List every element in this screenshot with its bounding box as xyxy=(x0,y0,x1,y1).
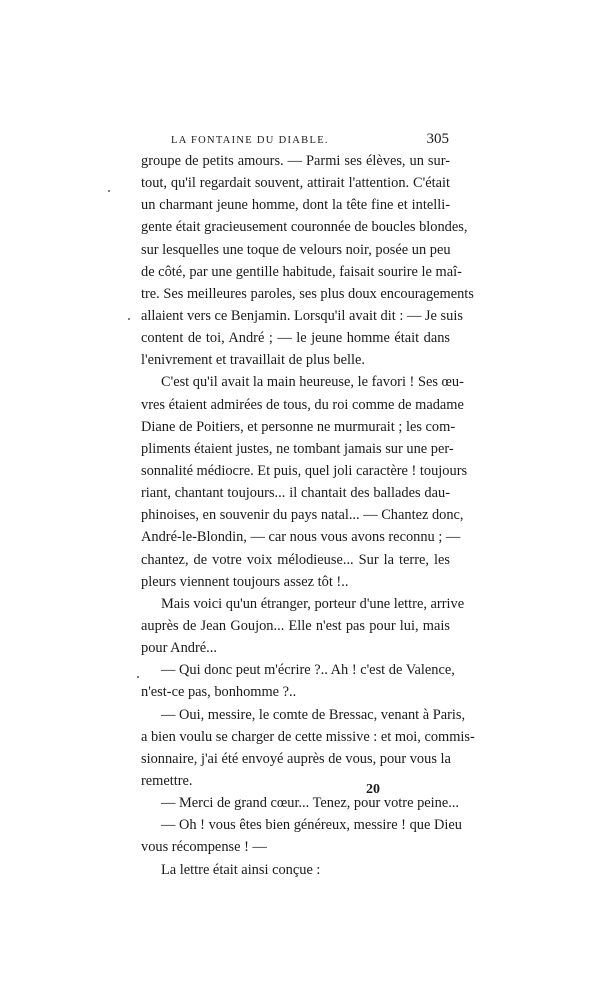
text-line: remettre. xyxy=(141,772,193,789)
text-line: sur lesquelles une toque de velours noir, posée un peu xyxy=(141,241,451,258)
paper-speck xyxy=(108,190,110,192)
text-line: sionnaire, j'ai été envoyé auprès de vous, pour vous la xyxy=(141,750,451,767)
text-line: — Oui, messire, le comte de Bressac, venant à Paris, xyxy=(161,706,466,723)
paper-speck xyxy=(128,318,130,320)
text-line: chantez, de votre voix mélodieuse... Sur la terre, les xyxy=(141,551,450,568)
text-line: — Oh ! vous êtes bien généreux, messire ! que Dieu xyxy=(161,817,462,834)
text-line: pleurs viennent toujours assez tôt !.. xyxy=(141,573,349,590)
text-line: vres étaient admirées de tous, du roi comme de madame xyxy=(141,396,464,413)
page-number: 305 xyxy=(426,131,449,147)
text-line: a bien voulu se charger de cette missive : et moi, commis- xyxy=(141,728,475,745)
text-line: sonnalité médiocre. Et puis, quel joli caractère ! toujours xyxy=(141,462,468,479)
text-line: gente était gracieusement couronnée de boucles blondes, xyxy=(141,219,468,236)
text-line: pliments étaient justes, ne tombant jamais sur une per- xyxy=(141,440,454,457)
text-line: n'est-ce pas, bonhomme ?.. xyxy=(141,684,297,701)
text-line: pour André... xyxy=(141,640,217,657)
text-line: groupe de petits amours. — Parmi ses élèves, un sur- xyxy=(141,153,450,169)
text-line: André-le-Blondin, — car nous vous avons reconnu ; — xyxy=(141,529,461,546)
text-line: La lettre était ainsi conçue : xyxy=(161,861,321,878)
text-line: phinoises, en souvenir du pays natal... — Chantez donc, xyxy=(141,507,464,524)
text-line: riant, chantant toujours... il chantait des ballades dau- xyxy=(141,485,450,502)
text-line: tre. Ses meilleures paroles, ses plus doux encouragements xyxy=(141,285,474,302)
text-line: l'enivrement et travaillait de plus belle. xyxy=(141,352,365,369)
text-line: un charmant jeune homme, dont la tête fine et intelli- xyxy=(141,197,450,214)
running-head xyxy=(143,131,449,151)
running-title: LA FONTAINE DU DIABLE. xyxy=(171,135,329,146)
text-line: content de toi, André ; — le jeune homme était dans xyxy=(141,330,450,347)
signature-mark: 20 xyxy=(366,782,380,797)
text-line: C'est qu'il avait la main heureuse, le favori ! Ses œu- xyxy=(161,374,464,391)
text-line: de côté, par une gentille habitude, faisait sourire le maî- xyxy=(141,263,462,280)
text-line: — Qui donc peut m'écrire ?.. Ah ! c'est de Valence, xyxy=(161,662,455,679)
text-line: Diane de Poitiers, et personne ne murmurait ; les com- xyxy=(141,418,456,435)
text-line: vous récompense ! — xyxy=(141,839,267,856)
text-line: — Merci de grand cœur... Tenez, pour votre peine... xyxy=(161,795,460,812)
text-line: auprès de Jean Goujon... Elle n'est pas pour lui, mais xyxy=(141,617,450,634)
paper-speck xyxy=(137,676,139,678)
text-line: allaient vers ce Benjamin. Lorsqu'il avait dit : — Je suis xyxy=(141,307,463,324)
text-line: tout, qu'il regardait souvent, attirait l'attention. C'était xyxy=(141,175,450,192)
text-line: Mais voici qu'un étranger, porteur d'une lettre, arrive xyxy=(161,595,465,612)
body-text xyxy=(141,150,475,881)
